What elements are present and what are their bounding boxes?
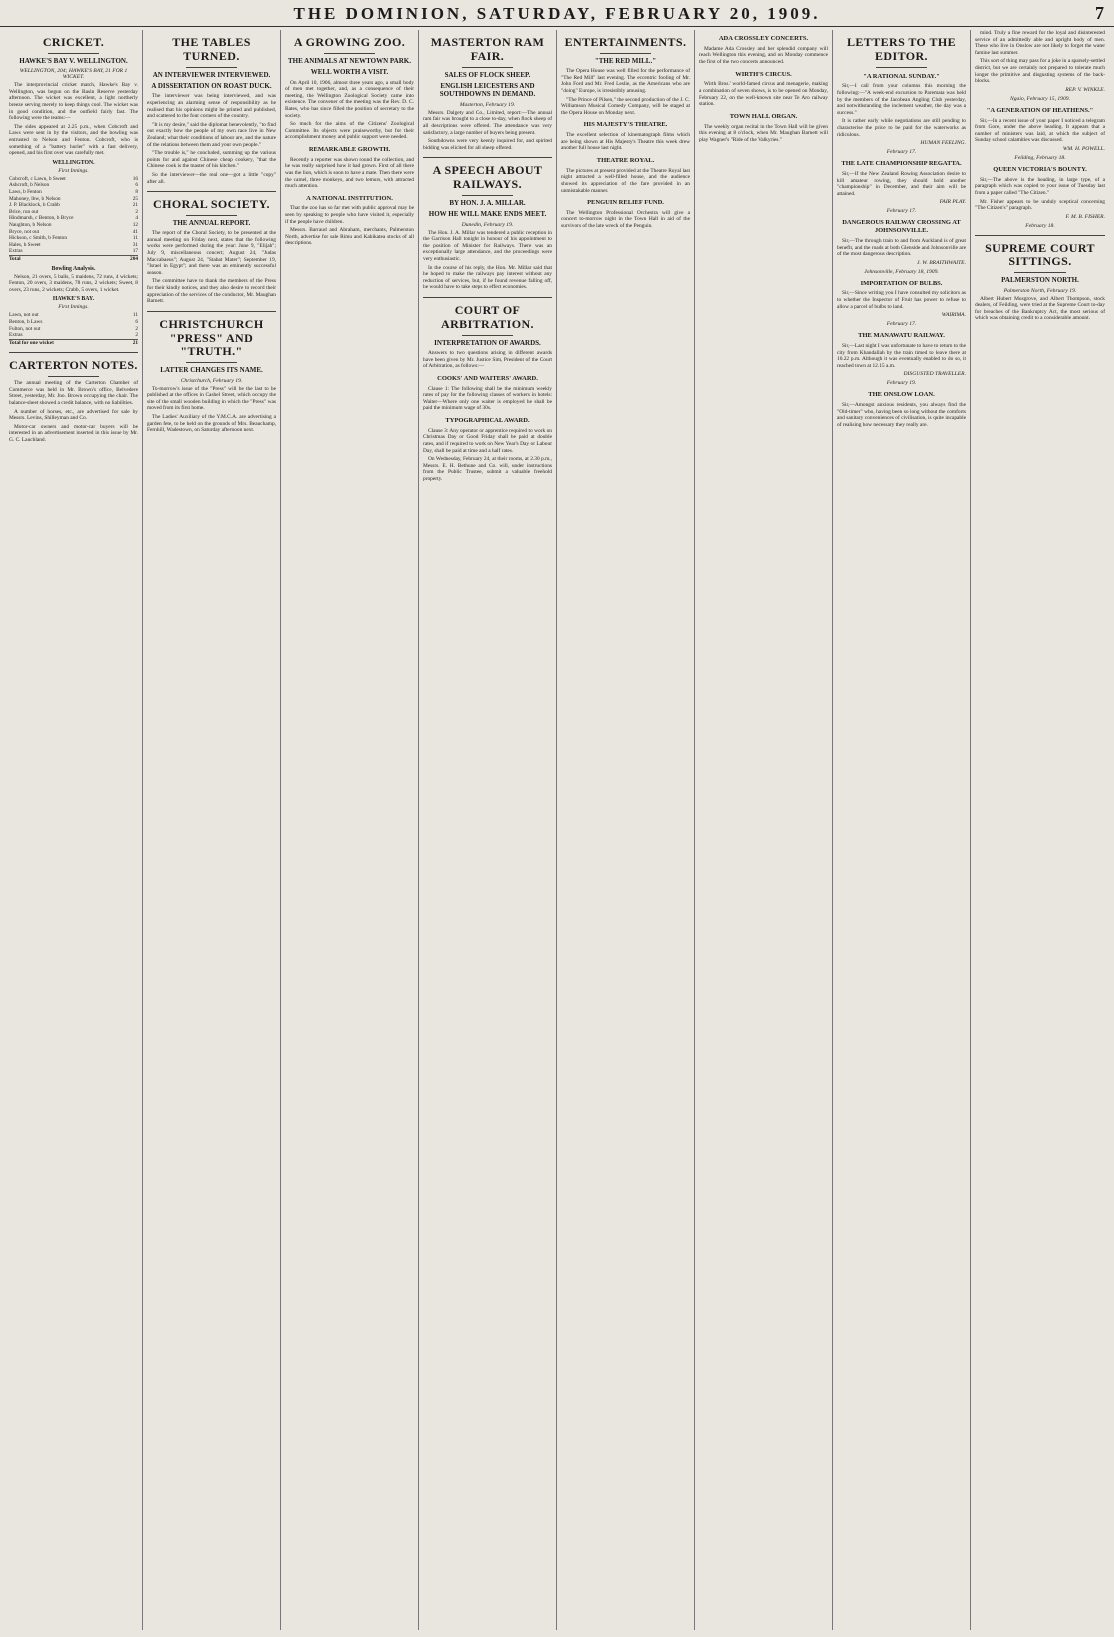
entertainments-paragraph: The weekly organ recital in the Town Hall will be given this evening at 8 o'clock, when Mr. Maughan Barnett will play Wagner's "Ride of the Valkyries." [699, 123, 828, 143]
scorecard-row: Lawn, not out 11 [9, 312, 138, 319]
letter-title: IMPORTATION OF BULBS. [860, 279, 943, 287]
article-carterton [9, 359, 138, 443]
carterton-paragraph: A number of horses, etc., are advertised for sale by Messrs. Levins, Shilleyman and Co. [9, 408, 138, 422]
column-7 [833, 30, 971, 1630]
letter-paragraph: Sir,—If the New Zealand Rowing Association desire to kill amateur rowing, they should hold another "championship" in December, and their aim will be attained. [837, 170, 966, 197]
letter-paragraph: Sir,—Since writing you I have consulted my solicitors as to whether the Inspector of Fruit has power to refuse to allow a parcel of bulbs to land. [837, 290, 966, 310]
zoo-paragraph: Recently a reporter was shown round the collection, and he was really surprised how it had grown. First of all there was the lion, which is soon to have a mate. Then there were the camel, three monkeys, and two lemurs, with attracted much attention. [285, 156, 414, 190]
letter-date: February 17. [886, 321, 917, 328]
column-6 [695, 30, 833, 1630]
ramfair-dateline: Masterton, February 19. [459, 101, 516, 108]
scorecard-row: Mahoney, lbw, b Nelson 25 [9, 195, 138, 202]
letter-title: THE LATE CHAMPIONSHIP REGATTA. [841, 160, 962, 168]
article-ram-fair [423, 36, 552, 151]
article-cricket [9, 36, 138, 346]
masthead-title: THE DOMINION, SATURDAY, FEBRUARY 20, 1909. [293, 4, 821, 23]
bowling-title: Bowling Analysis. [51, 265, 96, 272]
ramfair-subhead: ENGLISH LEICESTERS AND SOUTHDOWNS IN DEMAND. [439, 81, 536, 99]
bowling-paragraph: Nelson, 21 overs, 5 balls, 5 maidens, 72 runs, 4 wickets; Fenton, 20 overs, 3 maidens, 78 runs, 2 wickets; Sweet, 8 overs, 23 runs, 2 wickets; Crabb, 5 overs, 1 wicket. [9, 273, 138, 293]
christchurch-paragraph: The Ladies' Auxiliary of the Y.M.C.A. are advertising a garden fete, to be held on the grounds of Mrs. Beauchamp, Fernhill, Wadestown, on Saturday afternoon next. [147, 413, 276, 434]
letter-paragraph: This sort of thing may pass for a joke in a sparsely-settled district, but we are certainly not prepared to tolerate much longer the primitive and disgusting systems of the back-blocks. [975, 58, 1105, 85]
letter-paragraph: mind. Truly a fine reward for the loyal and disinterested service of an admittedly able and upright body of men. These who live in Onslow are not likely to forget the water famine last summer. [975, 30, 1105, 56]
carterton-paragraph: The annual meeting of the Carterton Chamber of Commerce was held in Mr. Brown's office, Belvedere Street, yesterday, Mr. Jno. Brown occupying the chair. The balance-sheet showed a credit balance, with no liabilities. [9, 380, 138, 407]
article-choral [147, 198, 276, 305]
letters-heading: LETTERS TO THE EDITOR. [847, 35, 956, 63]
entertainments-section-heading: WIRTH'S CIRCUS. [735, 70, 792, 78]
column-8 [971, 30, 1109, 1630]
divider [462, 335, 514, 336]
entertainments-subhead: "THE RED MILL." [594, 56, 657, 65]
speech-heading: A SPEECH ABOUT RAILWAYS. [432, 163, 543, 192]
letter-date: February 17. [886, 208, 917, 215]
carterton-paragraph: Motor-car owners and motor-car buyers will be interested in an advertisement inserted in this issue by Mr. G. C. Lauchland. [9, 423, 138, 444]
divider [975, 235, 1105, 236]
scorecard-row: J. P. Blacklock, b Crabb 21 [9, 202, 138, 209]
court-paragraph: Clause 3: Any operator or apprentice required to work on Christmas Day or Good Friday shall be paid at double rates, and if required to work on New Year's Day or Labour Day, shall be paid at time and a half rates. [423, 427, 552, 454]
entertainments-section-heading: TOWN HALL ORGAN. [729, 112, 798, 120]
divider [423, 157, 552, 158]
divider [147, 311, 276, 312]
christchurch-dateline: Christchurch, February 19. [180, 377, 243, 384]
column-3 [281, 30, 419, 1630]
speech-subhead: BY HON. J. A. MILLAR. [449, 198, 526, 207]
zoo-paragraph: On April 10, 1906, almost three years ago, a small body of men met together, and, as a consequence of their meeting, the Wellington Zoological Society came into existence. The convener of the meeting was the Rev. D. C. Bates, who has since filled the position of secretary to the society. [285, 79, 414, 119]
cricket-heading: CRICKET. [42, 35, 105, 49]
entertainments-paragraph: Wirth Bros.' world-famed circus and menagerie, making a combination of seven shows, is to be opened on Monday, February 22, on the well-known site near Te Aro railway station. [699, 81, 828, 108]
letter-signature: WM. H. POWELL. [1062, 145, 1105, 152]
letter-signature: REP. V. WINKLE. [1065, 86, 1105, 93]
letter-title: "A RATIONAL SUNDAY." [863, 72, 940, 80]
scorecard-wellington [9, 176, 138, 263]
divider [186, 362, 238, 363]
entertainments-paragraph: Madame Ada Crossley and her splendid company will reach Wellington this evening, and on Monday commence the first of the two concerts announced. [699, 45, 828, 65]
letter-title: THE ONSLOW LOAN. [868, 391, 935, 399]
scorecard-row: Extras 2 [9, 332, 138, 339]
speech-subhead: HOW HE WILL MAKE ENDS MEET. [428, 210, 547, 219]
letter-date: February 17. [886, 149, 917, 156]
cricket-paragraph: The sides appeared at 2.25 p.m., when Cobcroft and Laws were sent in by the visitors, and the bowling was entrusted to Nelson and Fenton. Cobcroft, who is something of a "battery hurler" with a fast delivery, opened, and his first over was carefully met. [9, 123, 138, 157]
speech-dateline: Dunedin, February 19. [461, 221, 514, 228]
article-railway-speech [423, 164, 552, 291]
scorecard-row: Hindmarsh, c Benton, b Bryce 4 [9, 215, 138, 222]
ramfair-paragraph: Messrs. Dalgety and Co., Limited, report:—The annual ram fair was brought to a close to-day, when flock sheep of all descriptions were offered. The attendance was very satisfactory, a large number of buyers being present. [423, 109, 552, 136]
article-letters [837, 36, 966, 429]
scorecard-row: Naughton, b Nelson 12 [9, 221, 138, 228]
column-4 [419, 30, 557, 1630]
divider [147, 191, 276, 192]
scorecard-subtitle: First Innings. [58, 167, 89, 174]
choral-paragraph: The committee have to thank the members of the Press for their kindly notices, and they also desire to record their appreciation of the services of the conductor, Mr. Maughan Barnett. [147, 278, 276, 305]
letter-title: DANGEROUS RAILWAY CROSSING AT JOHNSONVILLE. [842, 219, 961, 235]
zoo-section-heading: A NATIONAL INSTITUTION. [306, 194, 393, 202]
scorecard-total: Total for one wicket 21 [9, 339, 138, 346]
article-christchurch [147, 318, 276, 434]
divider [186, 215, 238, 216]
entertainments-paragraph: The excellent selection of kinematograph films which are being shown at His Majesty's Theatre this week drew another full house last night. [561, 132, 690, 152]
divider [48, 376, 100, 377]
scorecard-row: Bryce, not out 41 [9, 228, 138, 235]
entertainments-section-heading: HIS MAJESTY'S THEATRE. [583, 121, 668, 129]
masthead [0, 0, 1114, 27]
divider [462, 195, 514, 196]
article-entertainments [561, 36, 690, 230]
court-paragraph: Clause 1: The following shall be the minimum weekly rates of pay for the following classes of workers in hotels: Waiter—Where only one waiter is employed he shall be paid the minimum wage of 30s. [423, 385, 552, 412]
entertainments-section-heading: THEATRE ROYAL. [596, 156, 655, 164]
choral-subhead: THE ANNUAL REPORT. [172, 218, 251, 227]
letter-date: February 18. [1025, 222, 1055, 229]
letter-paragraph: Sir,—The above is the heading, in large type, of a paragraph which was copied to your issue of Tuesday last from a paper called "The Citizen." [975, 176, 1105, 196]
ramfair-paragraph: Southdowns were very keenly inquired for, and spirited bidding was elicited for all sheep offered. [423, 138, 552, 151]
article-letters-continued [975, 30, 1105, 229]
divider [9, 352, 138, 353]
letter-paragraph: It is rather early while negotiations are still pending to characterise the price to be paid for the waterworks as ridiculous. [837, 118, 966, 138]
letter-title: QUEEN VICTORIA'S BOUNTY. [993, 165, 1087, 173]
supreme-court-subhead: PALMERSTON NORTH. [1001, 276, 1079, 285]
zoo-section-heading: REMARKABLE GROWTH. [308, 145, 391, 153]
letter-title: "A GENERATION OF HEATHENS." [986, 106, 1094, 114]
court-heading: COURT OF ARBITRATION. [441, 303, 534, 331]
entertainments-section-heading: PENGUIN RELIEF FUND. [587, 199, 664, 207]
christchurch-paragraph: To-morrow's issue of the "Press" will be the last to be published at the offices in Cashel Street, which occupy the site of the small wooden building in which the "Press" was moved from its first home. [147, 385, 276, 412]
ramfair-subhead: SALES OF FLOCK SHEEP. [444, 70, 531, 79]
letter-paragraph: Sir,—I call from your columns this morning the following:—"A week-end excursion to Paremata was held by the members of the Jacobean Angling Club yesterday, and notwithstanding the inclement weather, the day was a success." [837, 83, 966, 116]
court-section-heading: TYPOGRAPHICAL AWARD. [445, 416, 530, 424]
page-columns [5, 30, 1109, 1630]
column-1 [5, 30, 143, 1630]
entertainments-heading: ENTERTAINMENTS. [564, 35, 687, 49]
article-court-arbitration [423, 304, 552, 482]
court-paragraph: On Wednesday, February 24, at their rooms, at 2.30 p.m., Messrs. E. H. Bethune and Co. will, under instructions from the Public Trustee, submit a valuable freehold property. [423, 456, 552, 482]
entertainments-paragraph: "The Prince of Pilsen," the second production of the J. C. Williamson Musical Comedy Company, will be staged at the Opera House on Monday next. [561, 96, 690, 116]
tables-heading: THE TABLES TURNED. [172, 35, 251, 63]
court-section-heading: COOKS' AND WAITERS' AWARD. [437, 374, 538, 382]
scorecard-row: Fulton, not out 2 [9, 325, 138, 332]
letter-date: Feilding, February 18. [1014, 154, 1066, 161]
letter-signature: F. M. B. FISHER. [1065, 213, 1105, 220]
divider [462, 67, 514, 68]
letter-signature: HUMAN FEELING. [920, 140, 966, 147]
scorecard-row: Hales, b Sweet 31 [9, 241, 138, 248]
letter-paragraph: Mr. Fisher appears to be unduly sceptical concerning "The Citizen's" paragraph. [975, 198, 1105, 212]
scorecard-hawkes-bay [9, 312, 138, 346]
zoo-paragraph: So much for the aims of the Citizens' Zoological Committee. Its objects were praiseworthy, but for their accomplishment money and public support were needed. [285, 121, 414, 141]
divider [423, 297, 552, 298]
divider [186, 67, 238, 68]
zoo-subhead: THE ANIMALS AT NEWTOWN PARK. [288, 56, 411, 65]
scorecard-title: WELLINGTON. [52, 159, 95, 166]
zoo-paragraph: That the zoo has so far met with public approval may be seen by speaking to people who have visited it, especially if the people have children. [285, 205, 414, 225]
cricket-dateline: WELLINGTON, 204; HAWKE'S BAY, 21 FOR 1 WICKET. [19, 68, 128, 81]
tables-paragraph: "The trouble is," he concluded, summing up the various points for and against Chinese cheap cookery, "that the Chinese cook is the master of his kitchen." [147, 150, 276, 170]
christchurch-subhead: LATTER CHANGES ITS NAME. [160, 366, 263, 375]
letter-date: Ngaio, February 15, 1909. [1010, 95, 1070, 102]
supreme-court-dateline: Palmerston North, February 19. [1003, 287, 1077, 294]
scorecard-row: Laws, b Fenton 8 [9, 188, 138, 195]
zoo-heading: A GROWING ZOO. [293, 35, 406, 49]
scorecard-row: Cobcroft, c Lawn, b Sweet 16 [9, 175, 138, 182]
letter-paragraph: Sir,—The through train to and from Auckland is of great benefit, and the roads at both Glenside and Johnsonville are of the most dangerous description. [837, 237, 966, 258]
tables-subhead: A DISSERTATION ON ROAST DUCK. [151, 81, 272, 90]
choral-heading: CHORAL SOCIETY. [153, 197, 270, 212]
speech-paragraph: The Hon. J. A. Millar was tendered a public reception in the Garrison Hall tonight in honour of his appointment to the position of Minister for Railways. There was an exceptionally large attendance, and the proceedings were very enthusiastic. [423, 229, 552, 263]
supreme-court-paragraph: Albert Hubert Musgrove, and Albert Thompson, stock dealers, of Feilding, were tried at the Supreme Court to-day for breaches of the Bankruptcy Act, the most serious of which was obtaining credit to a considerable amount. [975, 295, 1105, 322]
column-5 [557, 30, 695, 1630]
tables-subhead: AN INTERVIEWER INTERVIEWED. [152, 70, 271, 79]
court-paragraph: Answers to two questions arising in different awards have been given by Mr. Justice Sim, President of the Court of Arbitration, as follows:— [423, 350, 552, 370]
article-zoo [285, 36, 414, 247]
court-subhead: INTERPRETATION OF AWARDS. [434, 338, 541, 347]
letter-paragraph: Sir,—In a recent issue of your paper I noticed a telegram from Gore, under the above heading. It appears that a number of ministers was laid, at which the subject of Sunday school calamities was discussed. [975, 117, 1105, 144]
scorecard-row: Extras 17 [9, 248, 138, 255]
article-supreme-court [975, 242, 1105, 322]
entertainments-paragraph: The Opera House was well filled for the performance of "The Red Mill" last evening. The eccentric fooling of Mr. John Ford and Mr. Fred Leslie, as the Americans who are "doing" Europe, is irresistibly amusing. [561, 68, 690, 94]
divider [600, 53, 652, 54]
scorecard-row: Brice, run out 2 [9, 208, 138, 215]
zoo-subhead: WELL WORTH A VISIT. [310, 68, 389, 77]
letter-paragraph: Sir,—Last night I was unfortunate to have to return to the city from Khandallah by the train timed to leave there at 10.22 p.m. Although it was eventually enabled to do so, it reached town at 12.15 a.m. [837, 343, 966, 369]
divider [1014, 272, 1066, 273]
divider [324, 53, 376, 54]
divider [48, 53, 100, 54]
tables-paragraph: The interviewer was being interviewed, and was experiencing an alarming sense of responsibility as he realised that his opinions might be printed and published, and scattered to the four corners of the country. [147, 93, 276, 120]
letter-paragraph: Sir,—Amongst anxious residents, you always find the "Old-timer" who, having been so long without the comforts and sanitary conveniences of civilisation, is quite incapable of realising how necessary they really are. [837, 402, 966, 429]
scorecard-title: HAWKE'S BAY. [52, 296, 95, 303]
scorecard-total: Total 204 [9, 256, 138, 263]
entertainments-section-heading: ADA CROSSLEY CONCERTS. [718, 35, 809, 42]
entertainments-paragraph: The pictures at present provided at the Theatre Royal last night attracted a well-filled house, and the audience showed its appreciation of the fare provided in an unmistakable manner. [561, 167, 690, 194]
scorecard-row: Benton, b Laws 6 [9, 319, 138, 326]
scorecard-row: Ashcroft, b Nelson 6 [9, 182, 138, 189]
article-entertainments-continued [699, 35, 828, 143]
cricket-subhead: HAWKE'S BAY V. WELLINGTON. [19, 56, 128, 65]
letter-date: February 19. [886, 380, 917, 387]
scorecard-subtitle: First Innings. [58, 304, 89, 311]
supreme-court-heading: SUPREME COURT SITTINGS. [985, 240, 1095, 269]
entertainments-paragraph: The Wellington Professional Orchestra will give a concert to-morrow night in the Town Hall in aid of the survivors of the late wreck of the Penguin. [561, 209, 690, 230]
speech-paragraph: In the course of his reply, the Hon. Mr. Millar said that he hoped to make the railways pay interest without any reduction of services, but, if he found revenue falling off, he would have to take steps to effect economies. [423, 264, 552, 291]
tables-paragraph: "It is my desire," said the diplomat benevolently, "to find out exactly how the people of my own race live in New Zealand; what their conditions of labour are, and the nature of the relations between them and your own people." [147, 121, 276, 148]
letter-signature: WAIRIMA. [941, 312, 966, 319]
ramfair-heading: MASTERTON RAM FAIR. [430, 35, 545, 63]
divider [876, 67, 928, 68]
article-tables-turned [147, 36, 276, 185]
page-number: 7 [1095, 3, 1104, 23]
letter-title: THE MANAWATU RAILWAY. [858, 332, 945, 340]
christchurch-heading: CHRISTCHURCH "PRESS" AND "TRUTH." [159, 316, 264, 359]
carterton-heading: CARTERTON NOTES. [9, 358, 138, 373]
letter-signature: DISGUSTED TRAVELLER. [903, 371, 966, 378]
choral-paragraph: The report of the Choral Society, to be presented at the annual meeting on Friday next, states that the following works were performed during the year: June 9, "Elijah"; July 9, miscellaneous concert; August 24, "Judas Maccabaeus"; August 24, "Stabat Mater"; September 19, "Israel in Egypt"; and there was an eminently successful season. [147, 230, 276, 276]
column-2 [143, 30, 281, 1630]
letter-signature: FAIR PLAY. [939, 199, 966, 206]
letter-date: Johnsonville, February 18, 1909. [864, 268, 939, 275]
tables-paragraph: So the interviewer—the real one—got a little "copy" after all. [147, 171, 276, 185]
scorecard-row: Hickson, c Smith, b Fenton 11 [9, 235, 138, 242]
zoo-paragraph: Messrs. Barraud and Abraham, merchants, Palmerston North, advertise for sale Rimu and Kahikatea stocks of all descriptions. [285, 227, 414, 247]
cricket-paragraph: The interprovincial cricket match, Hawke's Bay v. Wellington, was begun on the Basin Reserve yesterday afternoon. The wicket was excellent, a light northerly breeze serving merely to keep things cool. The wicket was in good condition, and the outfield fairly fast. The following were the teams:— [9, 82, 138, 122]
letter-signature: J. W. BRAITHWAITE. [917, 259, 966, 266]
